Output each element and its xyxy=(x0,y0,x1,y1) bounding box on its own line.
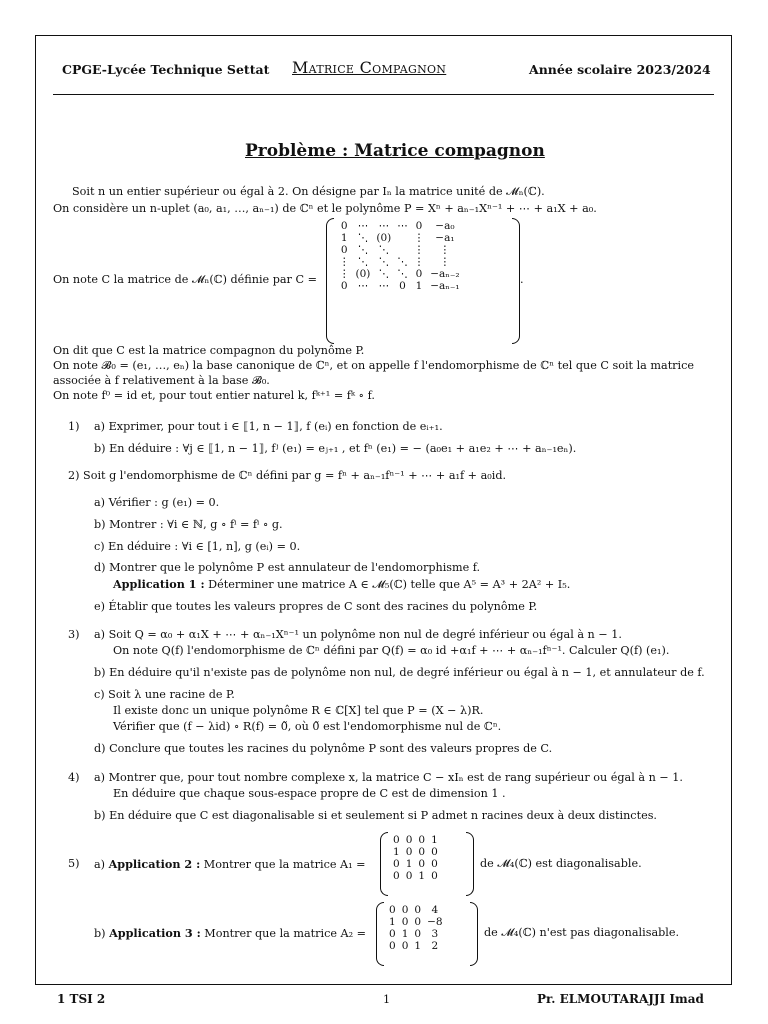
matrix-a2-cell: 0 xyxy=(401,916,409,928)
companion-matrix xyxy=(326,218,520,344)
companion-matrix-cell: −a₁ xyxy=(435,232,455,244)
footer-page-number: 1 xyxy=(383,993,391,1006)
companion-matrix-cell xyxy=(394,232,411,244)
q3-a-line-2: On note Q(f) l'endomorphisme de ℂⁿ défini par Q(f) = α₀ id +α₁f + ⋯ + αₙ₋₁fⁿ⁻¹. Calculer Q(f) (e₁). xyxy=(113,644,670,657)
matrix-a2-cell: 0 xyxy=(389,904,396,916)
matrix-a2-cell: 1 xyxy=(401,928,409,940)
matrix-a2-row xyxy=(386,928,446,940)
q3-number: 3) xyxy=(68,628,80,641)
footer-author: Pr. ELMOUTARAJJI Imad xyxy=(537,992,704,1006)
intro-line-1: Soit n un entier supérieur ou égal à 2. On désigne par Iₙ la matrice unité de 𝓜ₙ(ℂ). xyxy=(72,185,545,198)
matrix-a2-cell: 0 xyxy=(414,916,422,928)
matrix-a2-row xyxy=(386,940,446,952)
matrix-a2-cell: −8 xyxy=(427,916,443,928)
matrix-a1-cell: 0 xyxy=(431,846,438,858)
matrix-a2-cell: 0 xyxy=(389,928,396,940)
matrix-a2 xyxy=(376,902,478,966)
companion-matrix-cell: 0 xyxy=(399,280,406,292)
q4-a-line-2: En déduire que chaque sous-espace propre de C est de dimension 1 . xyxy=(113,787,506,800)
q3-d: d) Conclure que toutes les racines du polynôme P sont des valeurs propres de C. xyxy=(94,742,553,755)
q2-b: b) Montrer : ∀i ∈ ℕ, g ∘ fⁱ = fⁱ ∘ g. xyxy=(94,518,283,531)
q5-a-after: de 𝓜₄(ℂ) est diagonalisable. xyxy=(480,857,642,870)
matrix-a1-row xyxy=(390,834,441,846)
matrix-a1-row xyxy=(390,858,441,870)
q4-b: b) En déduire que C est diagonalisable si et seulement si P admet n racines deux à deux distinctes. xyxy=(94,809,657,822)
companion-matrix-cell: 0 xyxy=(415,220,423,232)
q2-e: e) Établir que toutes les valeurs propres de C sont des racines du polynôme P. xyxy=(94,600,538,613)
q3-b: b) En déduire qu'il n'existe pas de polynôme non nul, de degré inférieur ou égal à n − 1, et annulateur de f. xyxy=(94,666,705,679)
companion-matrix-cell: ⋮ xyxy=(413,244,425,256)
companion-matrix-cell: 0 xyxy=(415,268,423,280)
matrix-a1-cell: 1 xyxy=(393,846,400,858)
companion-matrix-cell: 0 xyxy=(340,280,348,292)
matrix-a1-cell: 0 xyxy=(418,834,426,846)
q2-c: c) En déduire : ∀i ∈ [1, n], g (eᵢ) = 0. xyxy=(94,540,301,553)
intro-line-4: On note 𝓑₀ = (e₁, …, eₙ) la base canonique de ℂⁿ, et on appelle f l'endomorphisme de ℂⁿ tel que C soit la matrice xyxy=(53,359,694,372)
application-3-text: Montrer que la matrice A₂ = xyxy=(200,927,367,940)
application-3-label: Application 3 : xyxy=(109,926,201,940)
companion-matrix-cell: ⋱ xyxy=(378,244,390,256)
companion-matrix-cell: ⋱ xyxy=(397,268,408,280)
companion-matrix-row xyxy=(336,280,463,292)
matrix-a1 xyxy=(380,832,474,896)
problem-title: Problème : Matrice compagnon xyxy=(245,141,545,161)
companion-matrix-cell: 1 xyxy=(340,232,348,244)
application-2-text: Montrer que la matrice A₁ = xyxy=(200,858,366,871)
companion-matrix-cell: ⋱ xyxy=(357,244,369,256)
companion-matrix-cell: 0 xyxy=(340,220,348,232)
companion-matrix-cell: ⋱ xyxy=(357,232,369,244)
q5-number: 5) xyxy=(68,857,80,870)
q1-b: b) En déduire : ∀j ∈ ⟦1, n − 1⟧, fʲ (e₁) = eⱼ₊₁ , et fⁿ (e₁) = − (a₀e₁ + a₁e₂ + ⋯ + aₙ₋₁eₙ). xyxy=(94,442,577,455)
q2-d: d) Montrer que le polynôme P est annulateur de l'endomorphisme f. xyxy=(94,561,481,574)
application-2-label: Application 2 : xyxy=(108,857,201,871)
matrix-a1-cell: 0 xyxy=(431,870,438,882)
companion-matrix-row xyxy=(336,244,463,256)
q3-c-line-2: Il existe donc un unique polynôme R ∈ ℂ[X] tel que P = (X − λ)R. xyxy=(113,704,484,717)
companion-matrix-cell: ⋮ xyxy=(339,256,350,268)
companion-matrix-cell xyxy=(394,244,411,256)
matrix-a2-cell: 4 xyxy=(431,904,439,916)
q5-b-prefix: b) xyxy=(94,927,110,940)
companion-matrix-cell: ⋯ xyxy=(397,220,408,232)
matrix-period: . xyxy=(520,273,524,286)
matrix-a2-cell: 2 xyxy=(431,940,439,952)
matrix-a1-cell: 1 xyxy=(405,858,413,870)
matrix-a1-cell: 0 xyxy=(405,870,413,882)
application-1-text: Déterminer une matrice A ∈ 𝓜₅(ℂ) telle que A⁵ = A³ + 2A² + I₅. xyxy=(204,578,571,591)
companion-matrix-cell: ⋮ xyxy=(439,244,451,256)
companion-matrix-cell: ⋱ xyxy=(378,268,390,280)
matrix-a1-cell: 1 xyxy=(418,870,426,882)
companion-matrix-row xyxy=(336,256,463,268)
intro-line-5: associée à f relativement à la base 𝓑₀. xyxy=(53,374,270,387)
q5-b-after: de 𝓜₄(ℂ) n'est pas diagonalisable. xyxy=(484,926,680,939)
q4-number: 4) xyxy=(68,771,80,784)
footer-class: 1 TSI 2 xyxy=(57,992,106,1006)
matrix-a1-cell: 0 xyxy=(393,858,400,870)
q5-b xyxy=(94,926,366,940)
matrix-a2-cell: 1 xyxy=(389,916,396,928)
header-rule xyxy=(53,94,714,95)
matrix-a1-cell: 0 xyxy=(418,846,426,858)
q2-intro: 2) Soit g l'endomorphisme de ℂⁿ défini par g = fⁿ + aₙ₋₁fⁿ⁻¹ + ⋯ + a₁f + a₀id. xyxy=(68,469,507,482)
companion-matrix-cell: ⋮ xyxy=(413,232,425,244)
intro-line-6: On note f⁰ = id et, pour tout entier naturel k, fᵏ⁺¹ = fᵏ ∘ f. xyxy=(53,389,375,402)
companion-matrix-cell: ⋱ xyxy=(397,256,408,268)
matrix-a1-row xyxy=(390,846,441,858)
q3-c-line-1: c) Soit λ une racine de P. xyxy=(94,688,235,701)
intro-line-3: On dit que C est la matrice compagnon du polynôme P. xyxy=(53,344,365,357)
companion-matrix-cell: ⋱ xyxy=(357,256,369,268)
matrix-a1-cell: 0 xyxy=(431,858,438,870)
companion-matrix-cell: −a₀ xyxy=(435,220,455,232)
matrix-a2-cell: 1 xyxy=(414,940,422,952)
companion-matrix-cell: ⋮ xyxy=(439,256,451,268)
companion-matrix-cell: ⋯ xyxy=(357,280,369,292)
matrix-a2-row xyxy=(386,904,446,916)
matrix-a2-cell: 3 xyxy=(431,928,439,940)
matrix-a1-cell: 1 xyxy=(431,834,438,846)
matrix-a1-cell: 0 xyxy=(418,858,426,870)
matrix-a2-cell: 0 xyxy=(414,904,422,916)
intro-line-2: On considère un n-uplet (a₀, a₁, …, aₙ₋₁) de ℂⁿ et le polynôme P = Xⁿ + aₙ₋₁Xⁿ⁻¹ + ⋯ + a₁X + a₀. xyxy=(53,202,597,215)
matrix-a2-cell: 0 xyxy=(414,928,422,940)
header-title: Matrice Compagnon xyxy=(292,58,447,77)
application-1-label: Application 1 : xyxy=(113,577,205,591)
companion-matrix-cell: (0) xyxy=(376,232,392,244)
companion-matrix-cell: ⋯ xyxy=(378,280,390,292)
matrix-a1-cell: 0 xyxy=(405,834,413,846)
header-year: Année scolaire 2023/2024 xyxy=(529,62,711,77)
q5-a-prefix: a) xyxy=(94,858,109,871)
matrix-a2-cell: 0 xyxy=(389,940,396,952)
companion-matrix-row xyxy=(336,232,463,244)
companion-matrix-cell: 1 xyxy=(415,280,423,292)
q3-a-line-1: a) Soit Q = α₀ + α₁X + ⋯ + αₙ₋₁Xⁿ⁻¹ un polynôme non nul de degré inférieur ou égal à n − 1. xyxy=(94,628,622,641)
matrix-a2-cell: 0 xyxy=(401,940,409,952)
matrix-a2-cell: 0 xyxy=(401,904,409,916)
matrix-a1-row xyxy=(390,870,441,882)
matrix-label: On note C la matrice de 𝓜ₙ(ℂ) définie par C = xyxy=(53,273,317,286)
companion-matrix-row xyxy=(336,220,463,232)
matrix-a1-cell: 0 xyxy=(405,846,413,858)
header-school: CPGE-Lycée Technique Settat xyxy=(62,62,270,77)
q2-a: a) Vérifier : g (e₁) = 0. xyxy=(94,496,220,509)
companion-matrix-cell: 0 xyxy=(340,244,348,256)
companion-matrix-cell: ⋯ xyxy=(378,220,390,232)
companion-matrix-cell: −aₙ₋₁ xyxy=(430,280,460,292)
companion-matrix-cell: (0) xyxy=(355,268,371,280)
companion-matrix-row xyxy=(336,268,463,280)
q1-a: a) Exprimer, pour tout i ∈ ⟦1, n − 1⟧, f (eᵢ) en fonction de eᵢ₊₁. xyxy=(94,420,443,433)
matrix-a1-cell: 0 xyxy=(393,834,400,846)
q2-application-1 xyxy=(113,577,570,592)
companion-matrix-cell: ⋮ xyxy=(413,256,425,268)
q4-a-line-1: a) Montrer que, pour tout nombre complexe x, la matrice C − xIₙ est de rang supérieur ou égal à n − 1. xyxy=(94,771,683,784)
companion-matrix-cell: ⋯ xyxy=(357,220,369,232)
companion-matrix-cell: ⋱ xyxy=(378,256,390,268)
q3-c-line-3: Vérifier que (f − λid) ∘ R(f) = 0̃, où 0̃ est l'endomorphisme nul de ℂⁿ. xyxy=(113,720,502,733)
companion-matrix-cell: ⋮ xyxy=(339,268,350,280)
q5-a xyxy=(94,857,366,871)
q1-number: 1) xyxy=(68,420,80,433)
matrix-a1-cell: 0 xyxy=(393,870,400,882)
matrix-a2-row xyxy=(386,916,446,928)
companion-matrix-cell: −aₙ₋₂ xyxy=(430,268,460,280)
